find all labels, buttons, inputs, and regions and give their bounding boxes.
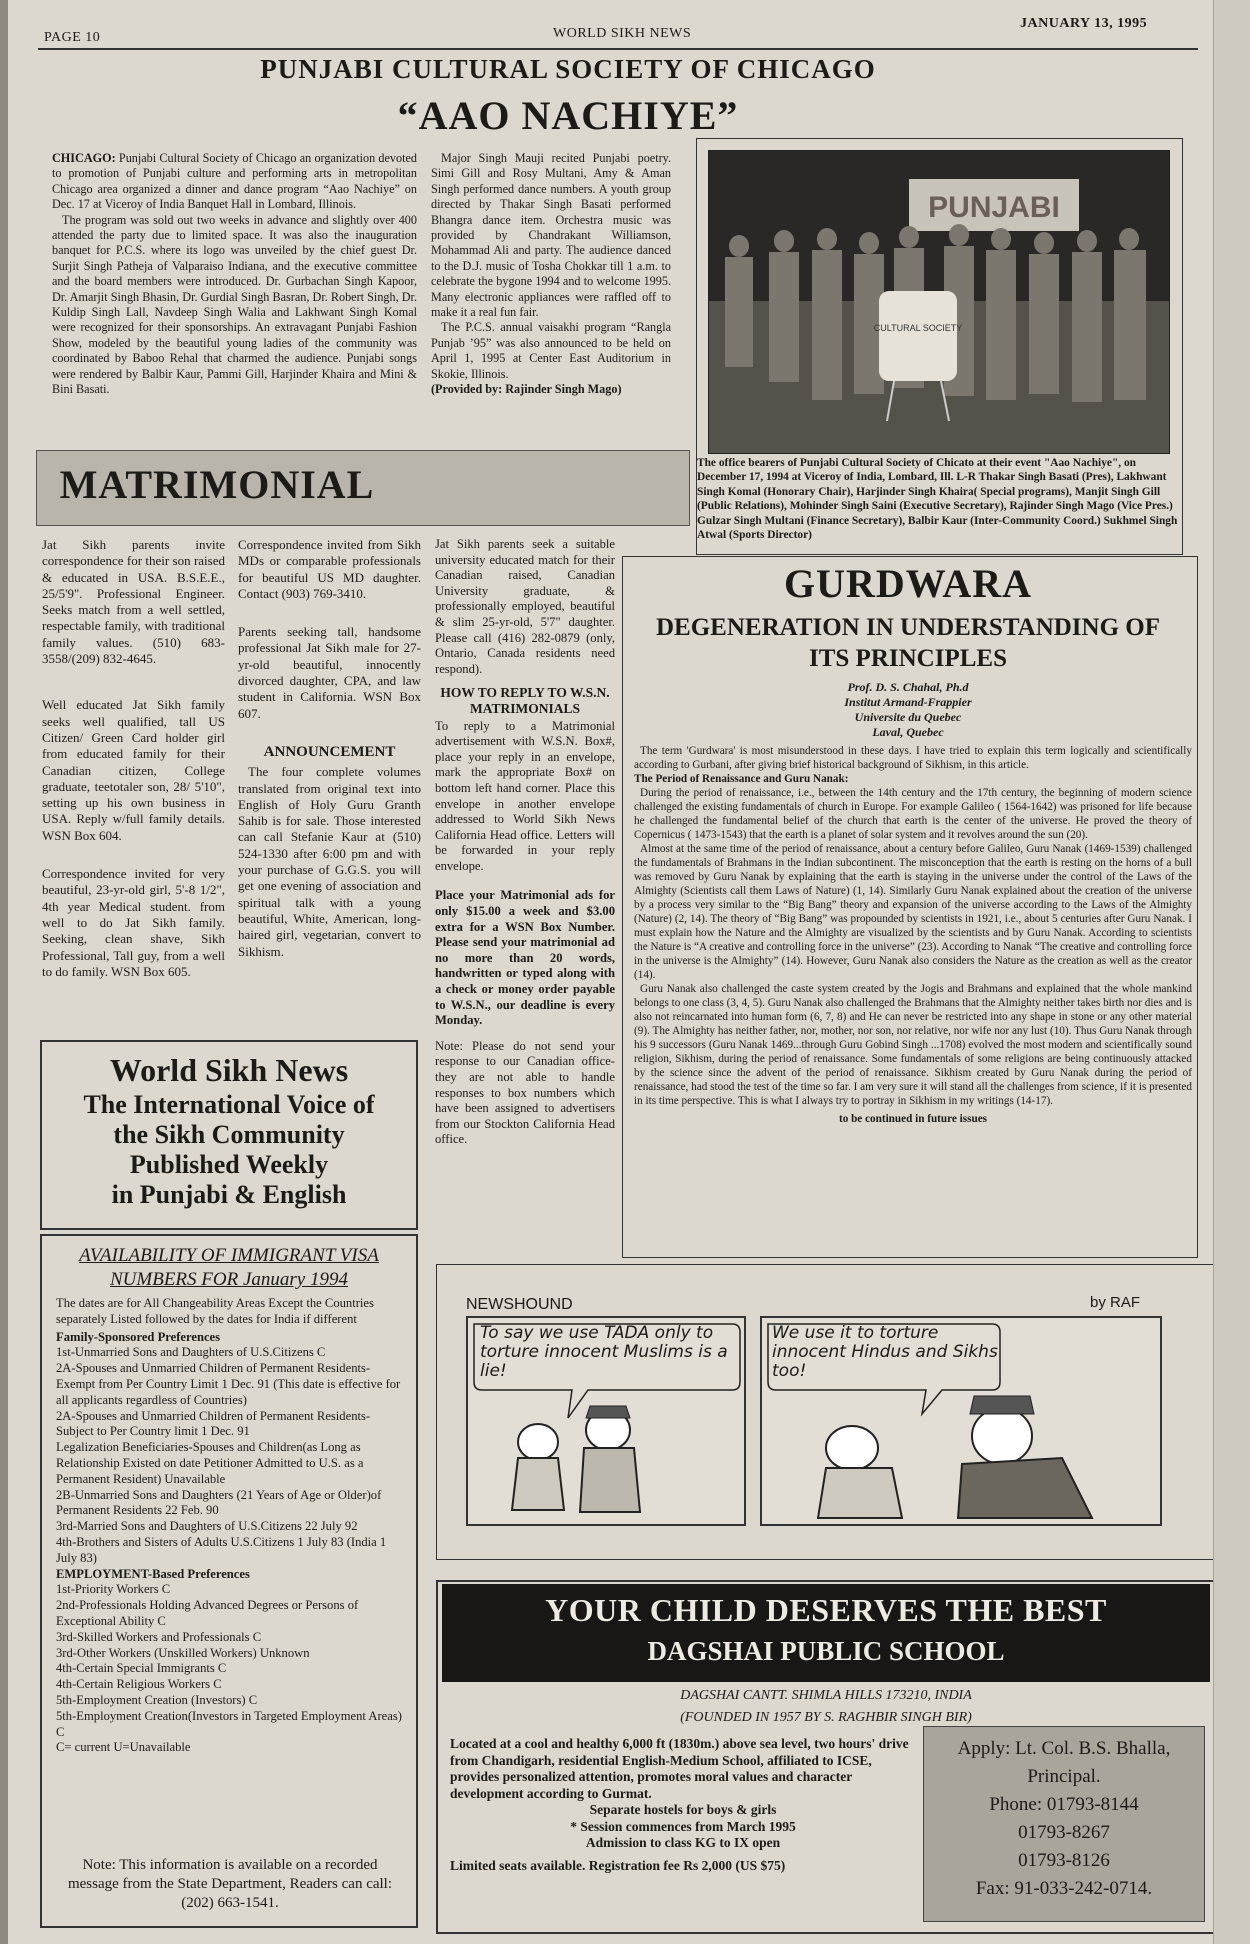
visa-line: 2A-Spouses and Unmarried Children of Permanent Residents- Exempt from Per Country Limit 1 Dec. 91 (This date is effective for all applicants regardless of Countries) xyxy=(56,1361,401,1407)
matrimonial-banner xyxy=(36,450,690,526)
cartoon-label: NEWSHOUND xyxy=(466,1296,573,1313)
photo-banner-text: PUNJABI xyxy=(928,191,1060,224)
cartoon-bubble-1: To say we use TADA only to torture innocent Muslims is a lie! xyxy=(480,1323,728,1381)
announcement-text: The four complete volumes translated from original text into English of Holy Guru Granth Sahib is for sale. Those interested can call Stefanie Kaur at (510) 524-1330 after 6:00 pm and with your purchase of G.G.S. you will get one evening of association and spiritual talk with a young beautiful, White, American, long-haired girl, vegetarian, convert to Sikhism. xyxy=(238,764,421,959)
canada-note: Note: Please do not send your response to our Canadian office- they are not able to handle responses to box numbers which have been assigned to advertisers from our Stockton California Head office. xyxy=(435,1038,615,1147)
visa-line: Family-Sponsored Preferences xyxy=(56,1329,221,1344)
gurdwara-para-3: Guru Nanak also challenged the caste system created by the Jogis and Brahmans and explained that the whole mankind belongs to one class (3, 4, 5). Guru Nanak also challenged the Brahmans that the Almighty neither takes birth nor dies and is also not reincarnated into human form (6, 7, 8) and He can never be restricted into any shape in stone or any other material (9). The Almighty has neither father, nor, mother, nor son, nor relative, nor wife nor any lust (10). Thus Guru Nanak through his 9 successors (Guru Nanak 1469...through Guru Gobind Singh ...1708) evolved the most modern and scientifically sound religion, Sikhism, during the period of renaissance. Some fundamentals of some religions are being continuously attacked by the science since the advent of the period of renaissance. Sikhism created by Guru Nanak during the period of renaissance, had stood the test of the time so far. I am very sure it will stand all the challenges from science, if it is presented in its time perspective. This is what I always try to portray in Sikhism in my writings (14-17). xyxy=(634,983,1192,1107)
pcs-title: PUNJABI CULTURAL SOCIETY OF CHICAGO xyxy=(260,54,876,84)
cartoon-panel-1 xyxy=(466,1316,746,1526)
matrimonial-ad-4: Correspondence invited from Sikh MDs or comparable professionals for beautiful US MD daughter. Contact (903) 769-3410. xyxy=(238,537,421,601)
pcs-p3: Major Singh Mauji recited Punjabi poetry. Simi Gill and Rosy Multani, Amy & Aman Singh performed dance numbers. A youth group directed by Thakar Singh Basati performed Bhangra dance item. Orchestra music was provided by Chandrakant Williamson, Mohammad Ali and party. The audience danced to the D.J. music of Tosha Chokkar till 1 a.m. to celebrate the bygone 1994 and to welcome 1995. Many electronic appliances were raffled off to make it a real fun fair. xyxy=(431,151,671,320)
gurdwara-subtitle: DEGENERATION IN UNDERSTANDING OF ITS PRINCIPLES xyxy=(656,614,1160,672)
author-name: Prof. D. S. Chahal, Ph.d xyxy=(847,680,969,694)
continued-note: to be continued in future issues xyxy=(838,1113,988,1125)
visa-line: 4th-Certain Religious Workers C xyxy=(56,1677,222,1692)
ad-apply-lines xyxy=(924,1735,1204,1903)
visa-line: 2nd-Professionals Holding Advanced Degrees or Persons of Exceptional Ability C xyxy=(56,1598,359,1628)
photo-caption: The office bearers of Punjabi Cultural Society of Chicato at their event "Aao Nachiye", on December 17, 1994 at Viceroy of India, Lombard, Ill. L-R Thakar Singh Basati (Pres), Lakhwant Singh Komal (Honorary Chair), Harjinder Singh Khaira( Special programs), Manjit Singh Gill (Public Relations), Mohinder Singh Saini (Executive Secretary), Rajinder Singh Mago (Vice Pres.) Gulzar Singh Multani (Finance Secretary), Balbir Kaur (Inter-Community Coord.) Sukhmel Singh Atwal (Sports Director) xyxy=(697,457,1178,542)
pcs-column-1 xyxy=(52,151,417,398)
ad-phone-3: 01793-8126 xyxy=(1018,1850,1110,1871)
visa-list xyxy=(56,1296,404,1756)
visa-line: 4th-Certain Special Immigrants C xyxy=(56,1661,227,1676)
ad-phone-2: 01793-8267 xyxy=(1018,1822,1110,1843)
wsn-box-line-4: in Punjabi & English xyxy=(111,1180,347,1209)
gurdwara-intro: The term 'Gurdwara' is most misunderstood in these days. I have tried to explain this term logically and scientifically according to Gurbani, after giving brief historical background of Sikhism, in this article. xyxy=(634,745,1192,771)
visa-line: C= current U=Unavailable xyxy=(56,1740,191,1755)
visa-note: Note: This information is available on a recorded message from the State Department, Readers can call: (202) 663-1541. xyxy=(67,1857,393,1911)
visa-line: 4th-Brothers and Sisters of Adults U.S.Citizens 1 July 83 (India 1 July 83) xyxy=(56,1534,387,1565)
howto-title: HOW TO REPLY TO W.S.N. MATRIMONIALS xyxy=(440,685,610,716)
ad-address: DAGSHAI CANTT. SHIMLA HILLS 173210, INDIA xyxy=(680,1688,972,1703)
cartoon-bubble-2: We use it to torture innocent Hindus and Sikhs too! xyxy=(772,1323,998,1381)
matrimonial-col-3 xyxy=(435,537,615,1148)
ad-school-name: DAGSHAI PUBLIC SCHOOL xyxy=(647,1636,1005,1666)
visa-line: 5th-Employment Creation(Investors in Targeted Employment Areas) C xyxy=(56,1708,402,1739)
cartoon-artist: by RAF xyxy=(1090,1294,1141,1311)
ad-founded: (FOUNDED IN 1957 BY S. RAGHBIR SINGH BIR) xyxy=(680,1710,972,1725)
page-number: PAGE 10 xyxy=(44,30,101,45)
wsn-box-line-2: the Sikh Community xyxy=(113,1120,345,1149)
pcs-p1: Punjabi Cultural Society of Chicago an organization devoted to promotion of Punjabi culture and performing arts in metropolitan Chicago area organized a dinner and dance program “Aao Nachiye” on Dec. 17 at Viceroy of India Banquet Hall in Lombard, Illinois. xyxy=(52,151,417,212)
visa-line: 1st-Unmarried Sons and Daughters of U.S.Citizens C xyxy=(56,1345,326,1360)
visa-line: 1st-Priority Workers C xyxy=(56,1582,171,1597)
wsn-promo-box xyxy=(40,1040,418,1230)
ad-apply-box xyxy=(923,1726,1205,1922)
place-ad-text: Place your Matrimonial ads for only $15.00 a week and $3.00 extra for a WSN Box Number. Please send your matrimonial ad no more than 20 words, handwritten or typed along with a check or money order payable to W.S.N., our deadline is every Monday. xyxy=(435,888,615,1028)
ad-apply-title: Principal. xyxy=(1027,1766,1101,1787)
visa-line: 3rd-Skilled Workers and Professionals C xyxy=(56,1629,262,1644)
wsn-box-line-3: Published Weekly xyxy=(129,1150,329,1179)
gurdwara-title: GURDWARA xyxy=(784,561,1032,606)
author-city: Laval, Quebec xyxy=(872,725,944,739)
issue-date: JANUARY 13, 1995 xyxy=(1020,16,1148,31)
pcs-column-2 xyxy=(431,151,671,398)
pcs-dateline: CHICAGO: xyxy=(52,151,116,165)
gurdwara-para-2: Almost at the same time of the period of renaissance, about a century before Galileo, Guru Nanak (1469-1539) challenged the fundamentals of Brahmans in the Indian subcontinent. The misconception that the earth is resting on the horns of a bull was removed by Guru Nanak by explaining that the earth is staying in the universe under the control of the Laws of the Almighty (Scientists call them Laws of Nature) (1, 14). Similarly Guru Nanak explained about the creation of the universe by a process very similar to the “Big Bang” theory and expansion of the universe according to the Laws of the Almighty (Nature) (2, 14). The theory of “Big Bang” was propounded by scientists in 1921, i.e., about 5 centuries after Guru Nanak. I must explain how the Nature and the Almighty are visualized by the scientists and by Guru Nanak. According to scientists the Nature is “A creative and controlling force in the universe” (23). According to Nanak “The creative and controlling force in the universe is the Almighty” (14). However, Guru Nanak also considers the Nature as the creation as well as the creator (14). xyxy=(634,843,1192,981)
gurdwara-author xyxy=(628,680,1188,740)
matrimonial-col-2 xyxy=(238,537,421,960)
gurdwara-para-1: During the period of renaissance, i.e., between the 14th century and the 17th century, the beginning of modern science challenged the existing fundamentals of church in Europe. For example Galileo ( 1564-1642) was prisoned for life because he challenged the fundamental belief of the church that earth is the center of the universe. He proved the theory of Copernicus ( 1473-1543) that the earth is a planet of solar system and it revolves around the sun (20). xyxy=(634,787,1192,841)
matrimonial-ad-1: Jat Sikh parents invite correspondence for their son raised & educated in USA. B.S.E.E., 25/5'9". Professional Engineer. Seeks match from a well settled, respectable family, with traditional family values. (510) 683-3558/(209) 832-4645. xyxy=(42,537,225,667)
ad-body-area xyxy=(450,1736,916,1874)
adjacent-page-edge xyxy=(1213,0,1250,1944)
matrimonial-title: MATRIMONIAL xyxy=(59,462,375,507)
howto-text: To reply to a Matrimonial advertisement with W.S.N. Box#, place your reply in an envelope, mark the appropriate Box# on bottom left hand corner. Place this envelope in another envelope addressed to World Sikh News California Head office. Letters will be forwarded in your reply envelope. xyxy=(435,718,615,873)
matrimonial-col-1 xyxy=(42,537,225,980)
gurdwara-section: The Period of Renaissance and Guru Nanak: xyxy=(634,773,849,785)
header-rule xyxy=(38,48,1198,50)
visa-line: 2A-Spouses and Unmarried Children of Permanent Residents-Subject to Per Country limit 1 Dec. 91 xyxy=(56,1408,371,1439)
pcs-credit: (Provided by: Rajinder Singh Mago) xyxy=(431,382,622,397)
matrimonial-ad-2: Well educated Jat Sikh family seeks well qualified, tall US Citizen/ Green Card holder girl from educated family for their Canadian citizen, College graduate, teetotaler son, 28/ 5'10", setting up his own business in USA. Reply w/full family details. WSN Box 604. xyxy=(42,697,225,843)
wsn-box-line-1: The International Voice of xyxy=(83,1090,375,1119)
visa-line: 3rd-Married Sons and Daughters of U.S.Citizens 22 July 92 xyxy=(56,1519,358,1534)
gurdwara-body xyxy=(634,744,1192,1126)
visa-line: Legalization Beneficiaries-Spouses and Children(as Long as Relationship Existed on date Petitioner Admitted to U.S. as a Permanent Resident) Unavailable xyxy=(56,1440,364,1486)
pcs-subtitle: “AAO NACHIYE” xyxy=(397,93,739,138)
ad-body: Located at a cool and healthy 6,000 ft (1830m.) above sea level, two hours' drive from Chandigarh, residential English-Medium School, affiliated to ICSE, provides personalized attention, promotes moral values and character development according to Gurmat. xyxy=(450,1736,909,1801)
visa-intro: The dates are for All Changeability Areas Except the Countries separately Listed followed by the dates for India if different xyxy=(56,1296,374,1326)
ad-fax: Fax: 91-033-242-0714. xyxy=(975,1878,1153,1899)
ad-headline: YOUR CHILD DESERVES THE BEST xyxy=(545,1592,1107,1628)
paper-name: WORLD SIKH NEWS xyxy=(553,26,692,41)
visa-line: 5th-Employment Creation (Investors) C xyxy=(56,1692,258,1707)
announcement-title: ANNOUNCEMENT xyxy=(263,743,396,760)
newspaper-page xyxy=(8,0,1213,1944)
visa-line: EMPLOYMENT-Based Preferences xyxy=(56,1566,250,1581)
author-university: Universite du Quebec xyxy=(854,710,962,724)
ad-fee: Limited seats available. Registration fee Rs 2,000 (US $75) xyxy=(450,1857,786,1873)
wsn-box-title: World Sikh News xyxy=(109,1052,349,1088)
visa-box xyxy=(40,1234,418,1928)
group-photo xyxy=(708,150,1170,454)
visa-line: 3rd-Other Workers (Unskilled Workers) Unknown xyxy=(56,1645,310,1660)
ad-phone-1: Phone: 01793-8144 xyxy=(989,1794,1139,1815)
matrimonial-ad-6: Jat Sikh parents seek a suitable university educated match for their Canadian raised, Canadian University graduate, & professionally employed, beautiful & slim 25-yr-old, 5'7" daughter. Please call (416) 282-0879 (only, Ontario, Canada residents need respond). xyxy=(435,537,615,676)
pcs-p4: The P.C.S. annual vaisakhi program “Rangla Punjab ’95” was also announced to be held on April 1, 1995 at Center East Auditorium in Skokie, Illinois. xyxy=(431,320,671,381)
visa-title: AVAILABILITY OF IMMIGRANT VISA NUMBERS FOR January 1994 xyxy=(79,1245,379,1290)
cartoon-panel-2 xyxy=(760,1316,1162,1526)
photo-sign-text: CULTURAL SOCIETY xyxy=(873,323,963,333)
matrimonial-ad-3: Correspondence invited for very beautiful, 23-yr-old girl, 5'-8 1/2", 4th year Medical student. from well to do Jat Sikh family. Seeking, clean shave, Sikh Professional, Tall guy, from a well to do family. WSN Box 605. xyxy=(42,866,225,979)
school-ad-header xyxy=(442,1584,1210,1682)
pcs-p2: The program was sold out two weeks in advance and slightly over 400 attended the party due to limited space. It was also the inauguration banquet for P.C.S. where its logo was unveiled by the chief guest Dr. Surjit Singh Patheja of Valparaiso Indiana, and the executive committee and the board members were introduced. Dr. Gurbachan Singh Kapoor, Dr. Amarjit Singh Bhasin, Dr. Gurdial Singh Basran, Dr. Robert Singh, Dr. Kuldip Singh Lall, Navdeep Singh Walia and Lakhwant Singh Komal were recognized for their sponsorships. An extravagant Punjabi Fashion Show, modeled by the beautiful young ladies of the community was coordinated by Baboo Rehal that charmed the audience. Punjabi songs were rendered by Balbir Kaur, Pammi Gill, Harjinder Khaira and Mini & Bini Basati. xyxy=(52,212,417,397)
group-photo-drawing xyxy=(709,151,1169,453)
matrimonial-ad-5: Parents seeking tall, handsome professional Jat Sikh male for 27-yr-old beautiful, innocently divorced daughter, CPA, and law student in California. WSN Box 607. xyxy=(238,624,421,721)
ad-apply-name: Apply: Lt. Col. B.S. Bhalla, xyxy=(957,1738,1171,1759)
ad-hostels: Separate hostels for boys & girls xyxy=(589,1802,777,1817)
visa-line: 2B-Unmarried Sons and Daughters (21 Years of Age or Older)of Permanent Residents 22 Feb. 90 xyxy=(56,1487,382,1518)
author-institute: Institut Armand-Frappier xyxy=(844,695,972,709)
ad-session: * Session commences from March 1995 xyxy=(570,1818,796,1834)
ad-admission: Admission to class KG to IX open xyxy=(585,1835,781,1850)
